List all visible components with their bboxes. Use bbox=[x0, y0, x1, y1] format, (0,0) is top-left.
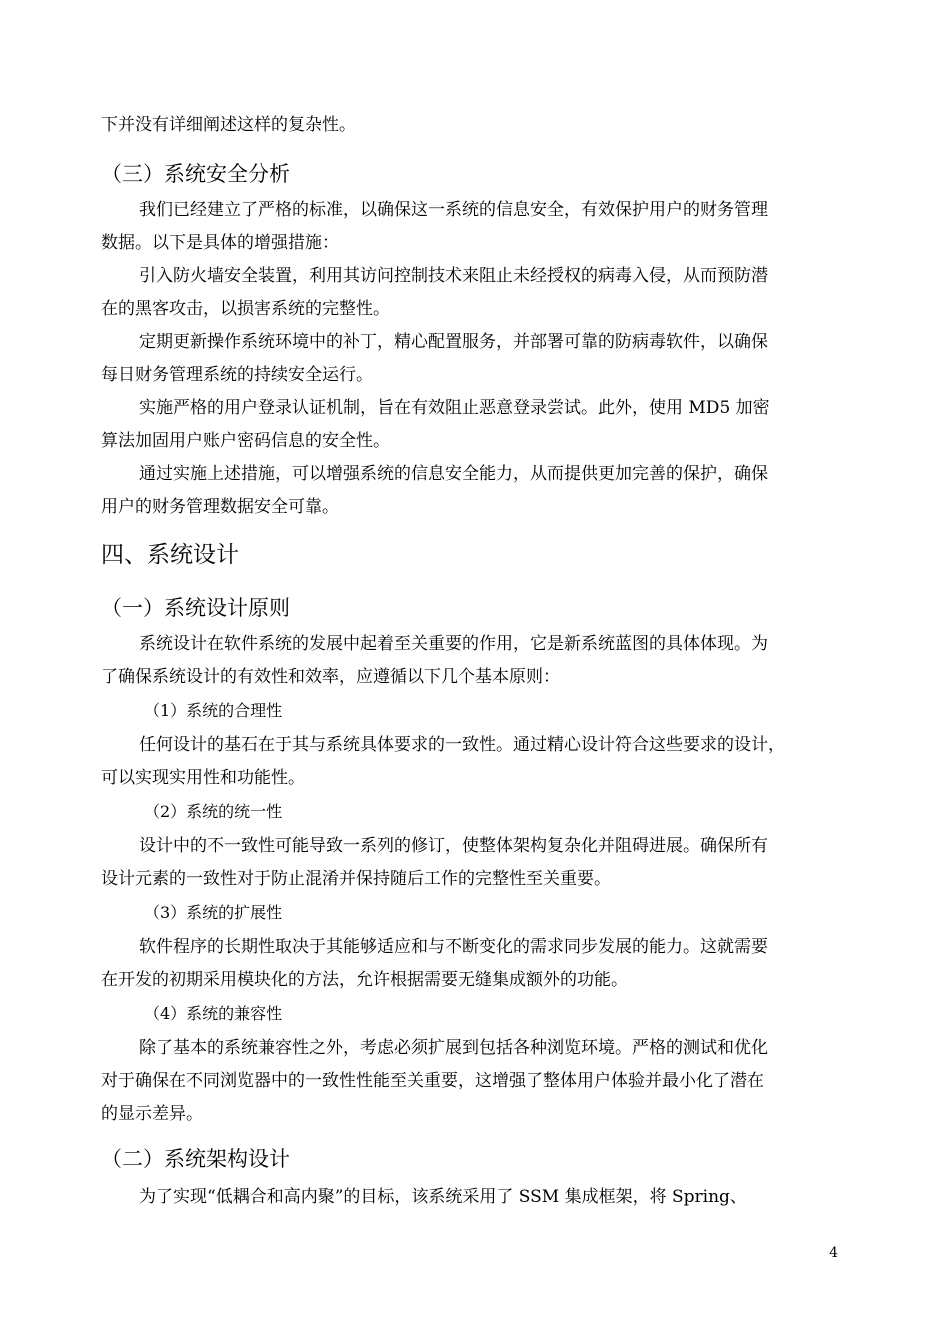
paragraph-line: 我们已经建立了严格的标准，以确保这一系统的信息安全，有效保护用户的财务管理 bbox=[139, 200, 768, 220]
paragraph-line: 可以实现实用性和功能性。 bbox=[101, 768, 305, 788]
page-number: 4 bbox=[829, 1245, 838, 1261]
continuation-text: 下并没有详细阐述这样的复杂性。 bbox=[101, 115, 356, 135]
paragraph-line: 通过实施上述措施，可以增强系统的信息安全能力，从而提供更加完善的保护，确保 bbox=[139, 464, 768, 484]
paragraph-line: 设计元素的一致性对于防止混淆并保持随后工作的完整性至关重要。 bbox=[101, 869, 611, 889]
paragraph-line: 用户的财务管理数据安全可靠。 bbox=[101, 497, 339, 517]
paragraph-line: 除了基本的系统兼容性之外，考虑必须扩展到包括各种浏览环境。严格的测试和优化 bbox=[139, 1038, 768, 1058]
paragraph-line: 在开发的初期采用模块化的方法，允许根据需要无缝集成额外的功能。 bbox=[101, 970, 628, 990]
section-heading-principles: （一）系统设计原则 bbox=[101, 596, 290, 620]
paragraph-line: 数据。以下是具体的增强措施： bbox=[101, 233, 339, 253]
section-heading-security: （三）系统安全分析 bbox=[101, 162, 290, 186]
principle-title: （1）系统的合理性 bbox=[144, 701, 283, 720]
paragraph-line: 了确保系统设计的有效性和效率，应遵循以下几个基本原则： bbox=[101, 667, 560, 687]
paragraph-line: 任何设计的基石在于其与系统具体要求的一致性。通过精心设计符合这些要求的设计， bbox=[139, 735, 785, 755]
principle-title: （3）系统的扩展性 bbox=[144, 903, 283, 922]
paragraph-line: 引入防火墙安全装置，利用其访问控制技术来阻止未经授权的病毒入侵，从而预防潜 bbox=[139, 266, 768, 286]
paragraph-line: 的显示差异。 bbox=[101, 1104, 203, 1124]
paragraph-line: 系统设计在软件系统的发展中起着至关重要的作用，它是新系统蓝图的具体体现。为 bbox=[139, 634, 768, 654]
paragraph-line: 在的黑客攻击，以损害系统的完整性。 bbox=[101, 299, 390, 319]
paragraph-line: 对于确保在不同浏览器中的一致性性能至关重要，这增强了整体用户体验并最小化了潜在 bbox=[101, 1071, 764, 1091]
paragraph-line: 设计中的不一致性可能导致一系列的修订，使整体架构复杂化并阻碍进展。确保所有 bbox=[139, 836, 768, 856]
paragraph-line: 定期更新操作系统环境中的补丁，精心配置服务，并部署可靠的防病毒软件，以确保 bbox=[139, 332, 768, 352]
paragraph-line: 软件程序的长期性取决于其能够适应和与不断变化的需求同步发展的能力。这就需要 bbox=[139, 937, 768, 957]
chapter-heading-design: 四、系统设计 bbox=[101, 542, 239, 568]
principle-title: （2）系统的统一性 bbox=[144, 802, 283, 821]
paragraph-line: 每日财务管理系统的持续安全运行。 bbox=[101, 365, 373, 385]
paragraph-line: 实施严格的用户登录认证机制，旨在有效阻止恶意登录尝试。此外，使用 MD5 加密 bbox=[139, 398, 770, 418]
paragraph-line: 为了实现“低耦合和高内聚”的目标，该系统采用了 SSM 集成框架，将 Spring、 bbox=[139, 1187, 747, 1207]
section-heading-architecture: （二）系统架构设计 bbox=[101, 1147, 290, 1171]
principle-title: （4）系统的兼容性 bbox=[144, 1004, 283, 1023]
paragraph-line: 算法加固用户账户密码信息的安全性。 bbox=[101, 431, 390, 451]
